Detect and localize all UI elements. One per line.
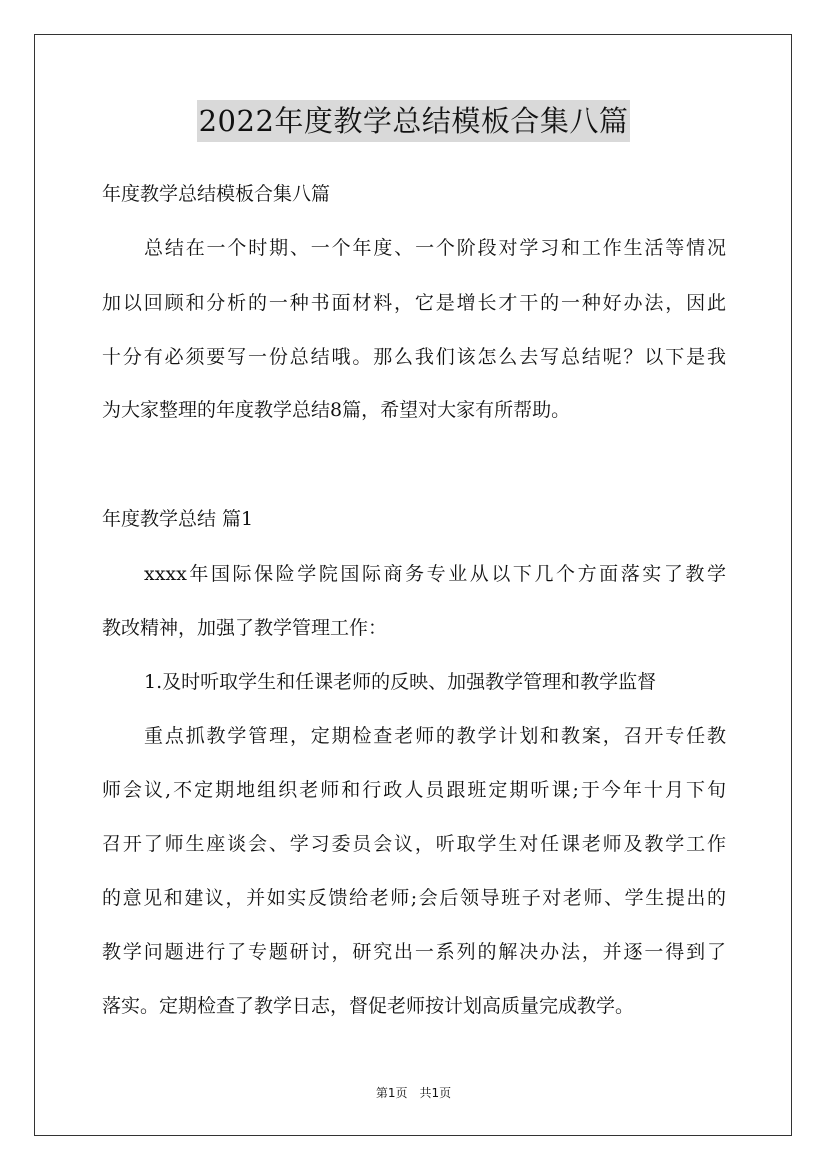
paragraph-line: 教学问题进行了专题研讨，研究出一系列的解决办法，并逐一得到了 [102,941,726,963]
paragraph-line: 教改精神，加强了教学管理工作： [102,617,388,639]
section-heading: 年度教学总结 篇1 [102,508,254,530]
paragraph-line: xxxx年国际保险学院国际商务专业从以下几个方面落实了教学 [144,563,726,585]
paragraph-line: 的意见和建议，并如实反馈给老师;会后领导班子对老师、学生提出的 [102,887,726,909]
paragraph-line: 为大家整理的年度教学总结8篇，希望对大家有所帮助。 [102,399,571,421]
page-footer: 第1页 共1页 [375,1086,452,1100]
paragraph-line: 十分有必须要写一份总结哦。那么我们该怎么去写总结呢？以下是我 [102,346,726,368]
subtitle-line: 年度教学总结模板合集八篇 [102,183,331,205]
document-title: 2022年度教学总结模板合集八篇 [197,100,631,142]
paragraph-line: 重点抓教学管理，定期检查老师的教学计划和教案，召开专任教 [144,725,726,747]
paragraph-line: 加以回顾和分析的一种书面材料，它是增长才干的一种好办法，因此 [102,292,726,314]
paragraph-line: 落实。定期检查了教学日志，督促老师按计划高质量完成教学。 [102,995,635,1017]
paragraph-line: 总结在一个时期、一个年度、一个阶段对学习和工作生活等情况 [144,237,726,259]
paragraph-line: 师会议,不定期地组织老师和行政人员跟班定期听课;于今年十月下旬 [102,779,726,801]
paragraph-line: 召开了师生座谈会、学习委员会议，听取学生对任课老师及教学工作 [102,833,726,855]
title-container [0,100,827,142]
list-item: 1.及时听取学生和任课老师的反映、加强教学管理和教学监督 [144,671,657,693]
